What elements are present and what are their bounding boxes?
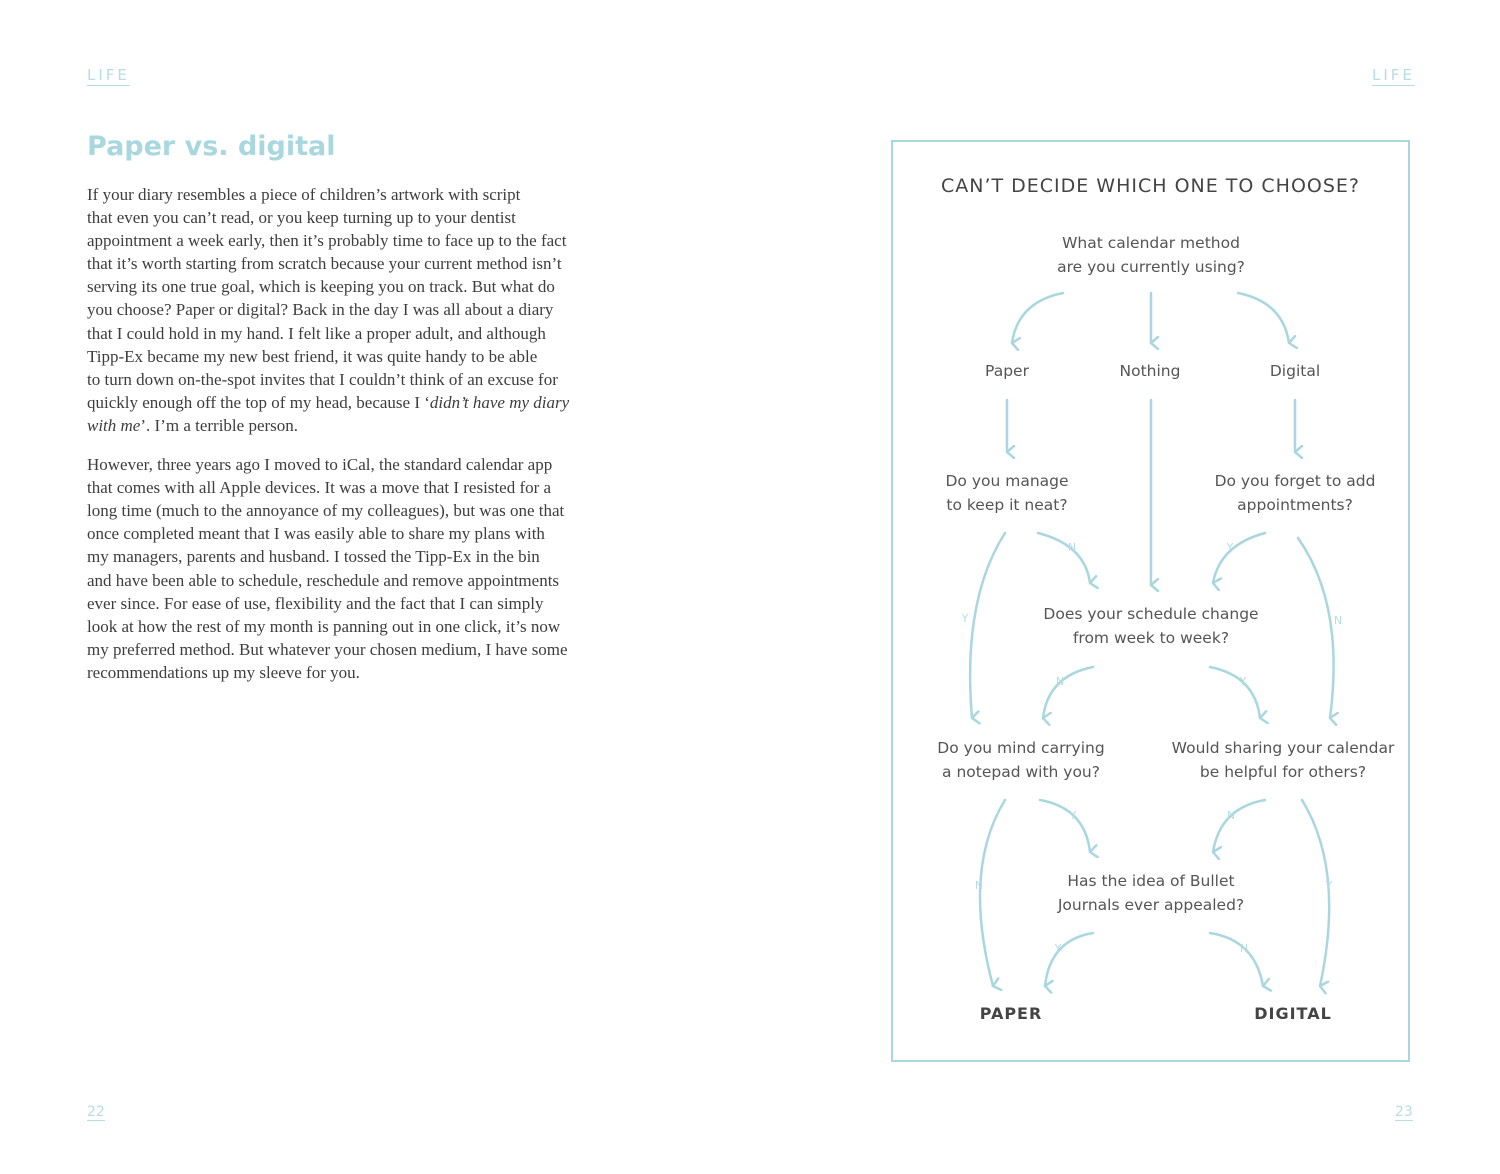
question-line: be helpful for others?: [1199, 762, 1367, 781]
option-paper: Paper: [985, 362, 1029, 380]
text-line: ever since. For ease of use, flexibility and the fact that I can simply: [87, 593, 544, 613]
edge-label-bullet-no: N: [1239, 942, 1249, 955]
edge-label-forget-yes: Y: [1226, 541, 1234, 554]
text-line: Tipp-Ex became my new best friend, it was quite handy to be able: [87, 346, 538, 366]
text-line: that I could hold in my hand. I felt like a proper adult, and although: [87, 323, 546, 343]
text-line: If your diary resembles a piece of children’s artwork with script: [87, 185, 521, 204]
text-line: serving its one true goal, which is keeping you on track. But what do: [87, 277, 555, 297]
edge-label-sharing-yes: Y: [1325, 879, 1333, 892]
text-line: and have been able to schedule, reschedule and remove appointments: [87, 570, 560, 590]
text-line: that it’s worth starting from scratch because your current method isn’t: [87, 254, 562, 274]
edge-label-neat-no: N: [1067, 541, 1077, 554]
text-line: my managers, parents and husband. I tossed the Tipp-Ex in the bin: [87, 547, 540, 567]
edge-label-notepad-no: N: [974, 879, 984, 892]
edge-label-notepad-yes: Y: [1069, 809, 1077, 822]
text-line: that comes with all Apple devices. It was a move that I resisted for a: [87, 478, 552, 498]
question-line: Do you forget to add: [1214, 472, 1376, 490]
question-line: from week to week?: [1072, 628, 1230, 647]
question-keep-neat: [917, 470, 1097, 517]
question-bullet-journals: [1031, 870, 1271, 917]
arrow-to-digital: [1238, 293, 1289, 343]
question-notepad: [921, 737, 1121, 784]
question-line: Do you manage: [945, 472, 1069, 490]
edge-label-forget-no: N: [1333, 614, 1343, 627]
edge-label-schedule-no: N: [1055, 675, 1065, 688]
edge-label-sharing-no: N: [1226, 809, 1236, 822]
question-line: Does your schedule change: [1043, 605, 1259, 623]
arrow-neat-yes: [970, 533, 1005, 718]
question-line: a notepad with you?: [942, 762, 1100, 781]
text-line: you choose? Paper or digital? Back in the day I was all about a diary: [87, 300, 554, 320]
arrow-notepad-yes: [1040, 800, 1090, 852]
text-line: recommendations up my sleeve for you.: [87, 662, 360, 682]
arrow-sharing-yes: [1302, 800, 1329, 986]
text-line: However, three years ago I moved to iCal, the standard calendar app: [87, 455, 553, 475]
text-run: quickly enough off the top of my head, because I ‘: [87, 392, 430, 412]
arrow-to-paper: [1012, 293, 1063, 343]
flowchart-title: CAN’T DECIDE WHICH ONE TO CHOOSE?: [940, 175, 1361, 197]
arrow-notepad-no: [980, 800, 1005, 986]
section-heading: Paper vs. digital: [87, 131, 336, 162]
question-schedule-change: [1021, 603, 1281, 650]
text-run: ’. I’m a terrible person.: [140, 415, 299, 435]
question-line: to keep it neat?: [946, 495, 1068, 514]
italic-quote: didn’t have my diary: [429, 392, 570, 412]
question-calendar-method: [1011, 232, 1291, 279]
text-line: that even you can’t read, or you keep turning up to your dentist: [87, 208, 516, 228]
running-head-right: LIFE: [1372, 66, 1415, 84]
text-line: long time (much to the annoyance of my colleagues), but was one that: [87, 501, 565, 521]
question-line: Has the idea of Bullet: [1067, 872, 1235, 890]
question-line: are you currently using?: [1057, 257, 1245, 276]
edge-label-schedule-yes: Y: [1239, 675, 1247, 688]
text-line: appointment a week early, then it’s probably time to face up to the fact: [87, 231, 567, 251]
question-forget-appointments: [1195, 470, 1395, 517]
question-line: Journals ever appealed?: [1057, 895, 1245, 914]
question-line: What calendar method: [1062, 234, 1240, 252]
text-line: my preferred method. But whatever your chosen medium, I have some: [87, 639, 568, 659]
arrow-bullet-yes: [1045, 933, 1093, 986]
arrow-sharing-no: [1213, 800, 1265, 852]
outcome-paper: PAPER: [979, 1004, 1043, 1023]
option-nothing: Nothing: [1119, 362, 1181, 380]
question-line: Do you mind carrying: [937, 739, 1105, 757]
edge-label-bullet-yes: Y: [1054, 942, 1062, 955]
text-line: look at how the rest of my month is panning out in one click, it’s now: [87, 616, 561, 636]
outcome-digital: DIGITAL: [1254, 1004, 1332, 1023]
question-line: appointments?: [1237, 495, 1353, 514]
running-head-left: LIFE: [87, 66, 130, 84]
page-number-right: 23: [1395, 1104, 1413, 1120]
arrow-bullet-no: [1210, 933, 1263, 986]
text-line: once completed meant that I was easily able to share my plans with: [87, 524, 545, 544]
edge-label-neat-yes: Y: [961, 612, 969, 625]
page-number-left: 22: [87, 1104, 105, 1120]
arrow-forget-no: [1298, 538, 1334, 718]
option-digital: Digital: [1269, 362, 1321, 380]
question-line: Would sharing your calendar: [1171, 739, 1395, 757]
question-sharing: [1163, 737, 1403, 784]
italic-quote: with me: [87, 415, 141, 435]
text-line: to turn down on-the-spot invites that I couldn’t think of an excuse for: [87, 369, 558, 389]
